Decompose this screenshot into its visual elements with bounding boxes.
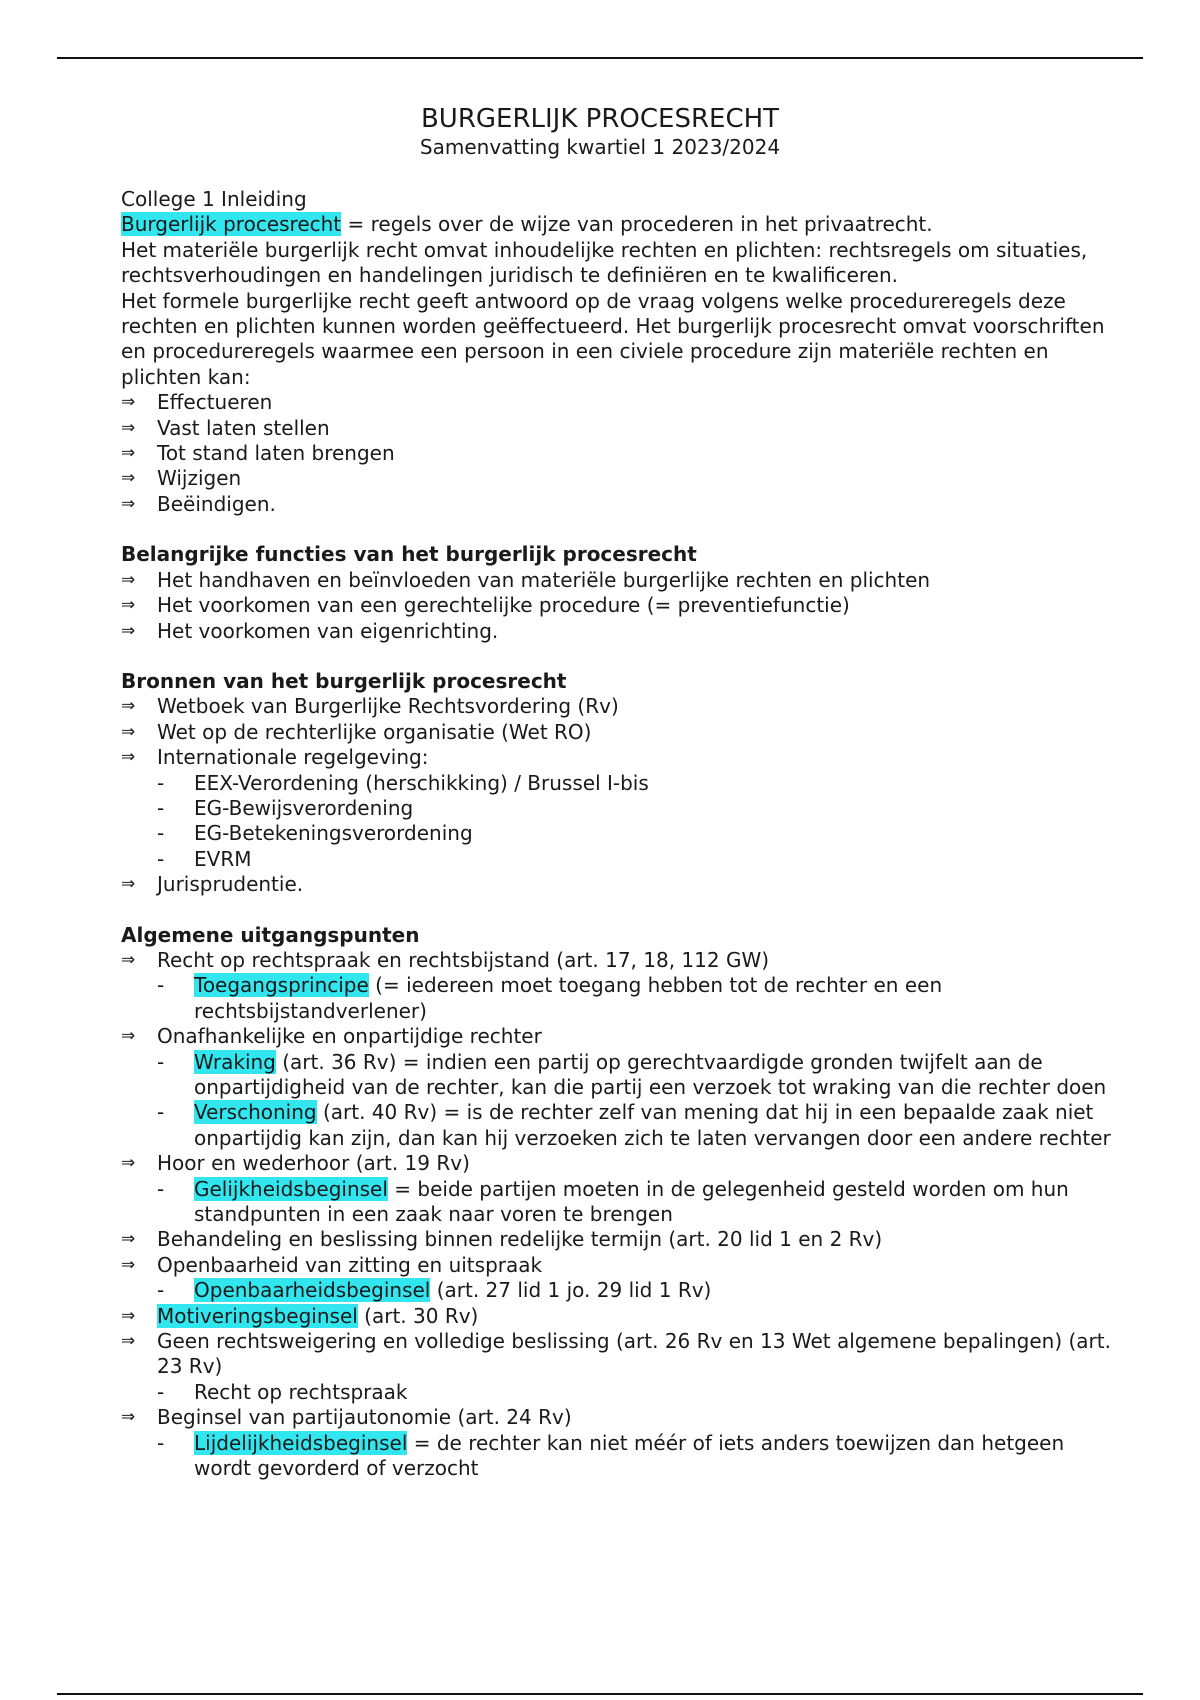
arrow-bullet-icon: ⇒ (121, 747, 136, 768)
dash-bullet-icon: - (157, 1049, 165, 1074)
arrow-bullet-icon: ⇒ (121, 1153, 136, 1174)
list-item: ⇒ Onafhankelijke en onpartijdige rechter (121, 1024, 542, 1049)
document-body (121, 187, 1121, 1482)
document-subtitle: Samenvatting kwartiel 1 2023/2024 (419, 135, 781, 159)
list-item: ⇒ Het voorkomen van een gerechtelijke procedure (= preventiefunctie) (121, 593, 850, 618)
list-item: ⇒ Het voorkomen van eigenrichting. (121, 618, 499, 643)
highlighted-term: Lijdelijkheidsbeginsel (194, 1430, 408, 1455)
lecture-title: College 1 Inleiding (121, 187, 307, 211)
highlighted-term: Openbaarheidsbeginsel (194, 1278, 431, 1303)
arrow-bullet-icon: ⇒ (121, 1331, 136, 1352)
dash-bullet-icon: - (157, 795, 165, 820)
arrow-bullet-icon: ⇒ (121, 1026, 136, 1047)
arrow-bullet-icon: ⇒ (121, 949, 136, 970)
highlighted-term: Wraking (194, 1049, 276, 1074)
arrow-list (121, 568, 1121, 644)
list-item: ⇒ Wijzigen (121, 466, 242, 491)
arrow-bullet-icon: ⇒ (121, 696, 136, 717)
sub-list-item: - Gelijkheidsbeginsel = beide partijen moeten in de gelegenheid gesteld worden om hun standpunten in een zaak naar voren te brengen (157, 1176, 1069, 1227)
arrow-bullet-icon: ⇒ (121, 595, 136, 616)
list-item: ⇒ Geen rechtsweigering en volledige beslissing (art. 26 Rv en 13 Wet algemene bepalingen) (art. 23 Rv) (121, 1329, 1111, 1379)
list-item: ⇒ Wet op de rechterlijke organisatie (Wet RO) (121, 719, 592, 744)
sub-list-item: - Toegangsprincipe (= iedereen moet toegang hebben tot de rechter en een rechtsbijstandverlener) (157, 973, 943, 1023)
dash-bullet-icon: - (157, 770, 165, 795)
dash-bullet-icon: - (157, 846, 165, 871)
arrow-bullet-icon: ⇒ (121, 1254, 136, 1275)
highlighted-term: Burgerlijk procesrecht (121, 212, 342, 237)
list-item: ⇒ Internationale regelgeving: (121, 745, 429, 770)
sub-list-item: - Recht op rechtspraak (157, 1379, 408, 1404)
section-heading: Belangrijke functies van het burgerlijk procesrecht (121, 542, 697, 567)
arrow-bullet-icon: ⇒ (121, 721, 136, 742)
arrow-bullet-icon: ⇒ (121, 874, 136, 895)
list-item: ⇒ Effectueren (121, 390, 273, 415)
paragraph: Het formele burgerlijke recht geeft antwoord op de vraag volgens welke procedureregels deze rechten en plichten kunnen worden geëffectueerd. Het burgerlijk procesrecht omvat voorschriften en procedureregels waarmee een persoon in een civiele procedure zijn materiële rechten en plichten kan: (121, 288, 1105, 389)
list-item: ⇒ Hoor en wederhoor (art. 19 Rv) (121, 1151, 470, 1176)
arrow-bullet-icon: ⇒ (121, 468, 136, 489)
definition-paragraph: Burgerlijk procesrecht = regels over de wijze van procederen in het privaatrecht. (121, 212, 933, 237)
highlighted-term: Motiveringsbeginsel (157, 1303, 358, 1328)
sub-list-item: - EG-Betekeningsverordening (157, 821, 473, 846)
highlighted-term: Gelijkheidsbeginsel (194, 1176, 388, 1201)
list-item: ⇒ Vast laten stellen (121, 415, 330, 440)
arrow-list (121, 694, 1121, 897)
document-title: BURGERLIJK PROCESRECHT (420, 104, 780, 134)
sub-list-item: - Verschoning (art. 40 Rv) = is de rechter zelf van mening dat hij in een bepaalde zaak niet onpartijdig kan zijn, dan kan hij verzoeken zich te laten vervangen door een andere rechter (157, 1100, 1111, 1150)
arrow-bullet-icon: ⇒ (121, 1407, 136, 1428)
sub-list-item: - EG-Bewijsverordening (157, 795, 414, 820)
arrow-bullet-icon: ⇒ (121, 392, 136, 413)
document-header (0, 104, 1200, 160)
list-item: ⇒ Openbaarheid van zitting en uitspraak (121, 1252, 543, 1277)
paragraph: Het materiële burgerlijk recht omvat inhoudelijke rechten en plichten: rechtsregels om situaties, rechtsverhoudingen en handelingen juridisch te definiëren en te kwalificeren. (121, 237, 1088, 288)
list-item: ⇒ Motiveringsbeginsel (art. 30 Rv) (121, 1303, 479, 1328)
sub-list-item: - Openbaarheidsbeginsel (art. 27 lid 1 jo. 29 lid 1 Rv) (157, 1278, 712, 1303)
dash-bullet-icon: - (157, 1430, 165, 1455)
sub-list-item: - EVRM (157, 846, 252, 871)
list-item: ⇒ Beëindigen. (121, 491, 276, 516)
arrow-list (121, 948, 1121, 1482)
section-heading: Bronnen van het burgerlijk procesrecht (121, 668, 567, 693)
highlighted-term: Toegangsprincipe (194, 973, 369, 998)
arrow-bullet-icon: ⇒ (121, 443, 136, 464)
dash-bullet-icon: - (157, 1176, 165, 1201)
dash-bullet-icon: - (157, 1379, 165, 1404)
list-item: ⇒ Wetboek van Burgerlijke Rechtsvordering (Rv) (121, 694, 619, 719)
arrow-bullet-icon: ⇒ (121, 620, 136, 641)
sub-list-item: - Wraking (art. 36 Rv) = indien een partij op gerechtvaardigde gronden twijfelt aan de onpartijdigheid van de rechter, kan die partij een verzoek tot wraking van die rechter doen (157, 1049, 1107, 1099)
top-rule (57, 57, 1143, 59)
list-item: ⇒ Beginsel van partijautonomie (art. 24 Rv) (121, 1405, 572, 1430)
list-item: ⇒ Behandeling en beslissing binnen redelijke termijn (art. 20 lid 1 en 2 Rv) (121, 1227, 883, 1252)
arrow-bullet-icon: ⇒ (121, 417, 136, 438)
arrow-bullet-icon: ⇒ (121, 569, 136, 590)
highlighted-term: Verschoning (194, 1100, 317, 1125)
list-item: ⇒ Tot stand laten brengen (121, 441, 395, 466)
dash-bullet-icon: - (157, 1278, 165, 1303)
arrow-list (121, 390, 1121, 517)
arrow-bullet-icon: ⇒ (121, 1229, 136, 1250)
sub-list-item: - Lijdelijkheidsbeginsel = de rechter kan niet méér of iets anders toewijzen dan hetgeen wordt gevorderd of verzocht (157, 1430, 1065, 1481)
dash-bullet-icon: - (157, 973, 165, 998)
dash-bullet-icon: - (157, 821, 165, 846)
arrow-bullet-icon: ⇒ (121, 1305, 136, 1326)
list-item: ⇒ Recht op rechtspraak en rechtsbijstand (art. 17, 18, 112 GW) (121, 947, 770, 972)
dash-bullet-icon: - (157, 1100, 165, 1125)
section-heading: Algemene uitgangspunten (121, 922, 420, 947)
bottom-rule (57, 1693, 1143, 1695)
sub-list-item: - EEX-Verordening (herschikking) / Brussel I-bis (157, 770, 649, 795)
arrow-bullet-icon: ⇒ (121, 493, 136, 514)
list-item: ⇒ Jurisprudentie. (121, 872, 304, 897)
list-item: ⇒ Het handhaven en beïnvloeden van materiële burgerlijke rechten en plichten (121, 567, 931, 592)
